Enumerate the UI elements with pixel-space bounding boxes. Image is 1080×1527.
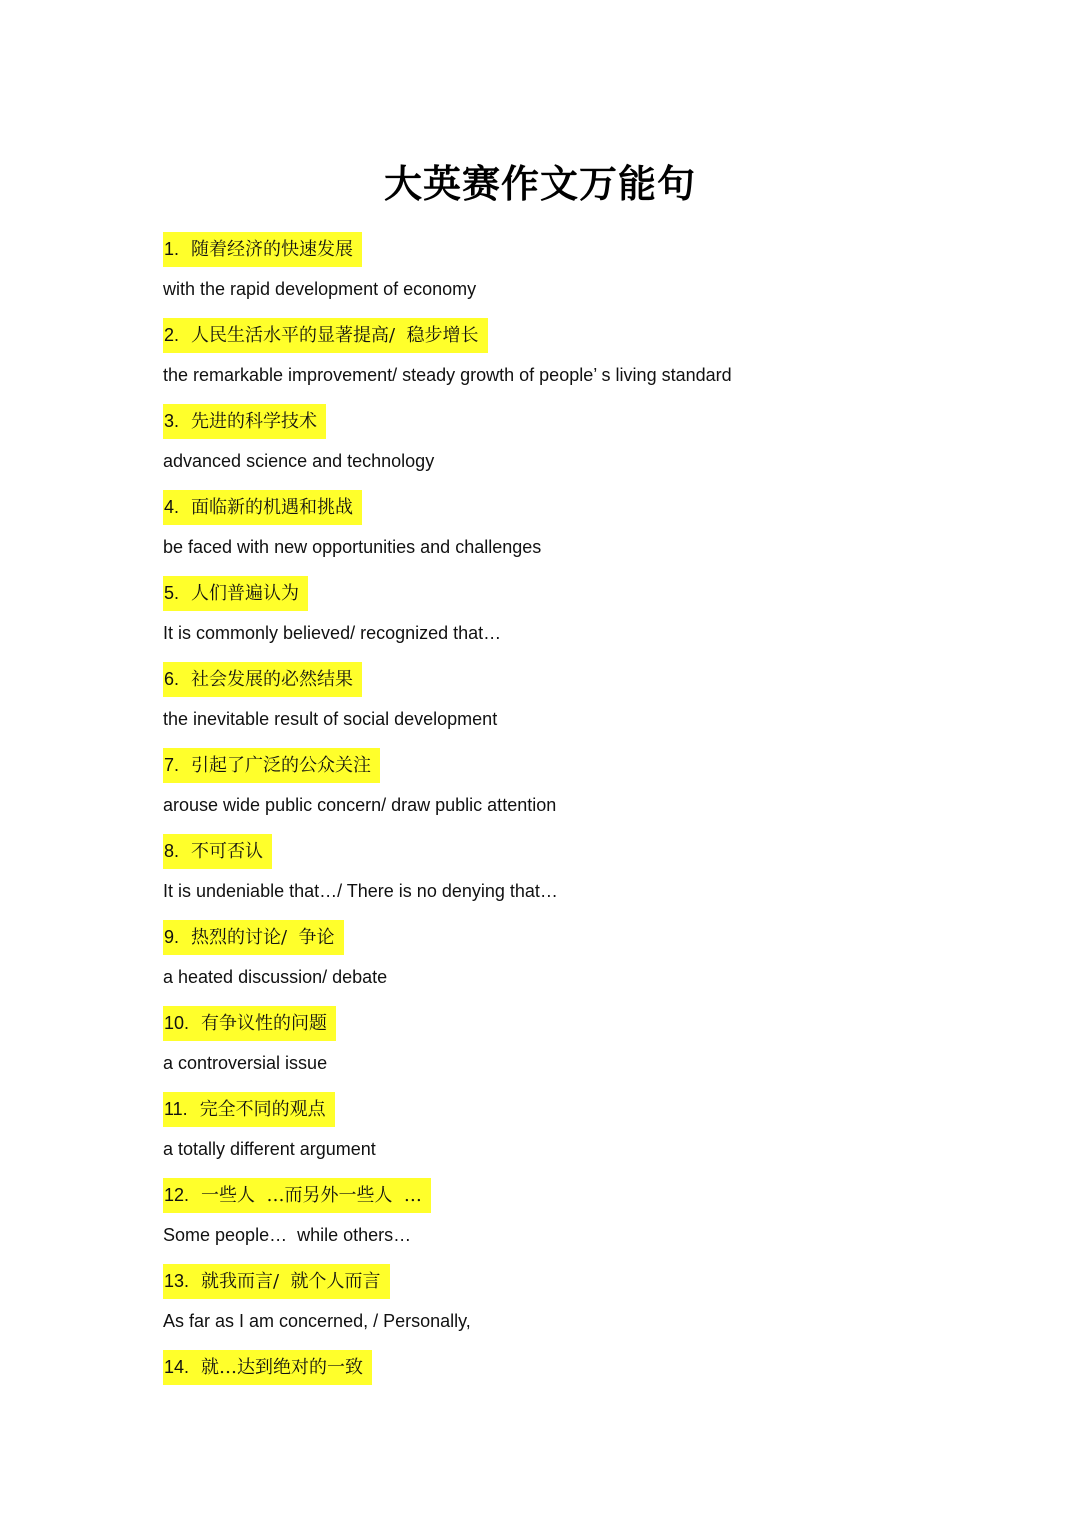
chinese-text: 人们普遍认为 [191, 583, 300, 604]
english-translation: Some people… while others… [163, 1225, 412, 1245]
list-item [163, 1178, 1023, 1247]
chinese-phrase [163, 1178, 431, 1213]
list-item [163, 1264, 1023, 1333]
list-item [163, 576, 1023, 645]
english-translation: be faced with new opportunities and challenges [163, 537, 542, 557]
chinese-text: 有争议性的问题 [201, 1013, 328, 1034]
chinese-phrase [163, 920, 344, 955]
english-translation: with the rapid development of economy [163, 279, 477, 299]
chinese-phrase [163, 834, 272, 869]
list-item [163, 318, 1023, 387]
chinese-phrase [163, 748, 380, 783]
item-number: 10. [164, 1013, 190, 1033]
item-number: 7. [164, 755, 180, 775]
item-number: 11. [164, 1099, 188, 1119]
list-item [163, 662, 1023, 731]
chinese-text: 先进的科学技术 [191, 411, 318, 432]
chinese-phrase [163, 1006, 336, 1041]
item-number: 1. [164, 239, 180, 259]
chinese-phrase [163, 1092, 335, 1127]
phrase-list [163, 232, 1023, 1389]
chinese-text: 面临新的机遇和挑战 [191, 497, 354, 518]
list-item [163, 232, 1023, 301]
chinese-phrase [163, 404, 326, 439]
list-item [163, 920, 1023, 989]
item-number: 3. [164, 411, 180, 431]
english-translation: arouse wide public concern/ draw public attention [163, 795, 557, 815]
item-number: 13. [164, 1271, 190, 1291]
chinese-text: 随着经济的快速发展 [191, 239, 354, 260]
list-item [163, 490, 1023, 559]
chinese-phrase [163, 1350, 372, 1385]
chinese-text: 完全不同的观点 [199, 1099, 326, 1120]
list-item [163, 748, 1023, 817]
item-number: 2. [164, 325, 180, 345]
english-translation: As far as I am concerned, / Personally, [163, 1311, 471, 1331]
item-number: 9. [164, 927, 180, 947]
english-translation: the remarkable improvement/ steady growth of people’ s living standard [163, 365, 732, 385]
english-translation: the inevitable result of social development [163, 709, 498, 729]
english-translation: advanced science and technology [163, 451, 435, 471]
chinese-phrase [163, 232, 362, 267]
list-item [163, 834, 1023, 903]
chinese-phrase [163, 662, 362, 697]
chinese-text: 引起了广泛的公众关注 [191, 755, 372, 776]
chinese-phrase [163, 1264, 390, 1299]
list-item [163, 1350, 1023, 1389]
item-number: 5. [164, 583, 180, 603]
chinese-text: 热烈的讨论/ 争论 [191, 927, 335, 948]
item-number: 6. [164, 669, 180, 689]
chinese-text: 社会发展的必然结果 [191, 669, 354, 690]
item-number: 8. [164, 841, 180, 861]
list-item [163, 404, 1023, 473]
list-item [163, 1006, 1023, 1075]
chinese-text: 一些人 …而另外一些人 … [201, 1185, 422, 1206]
list-item [163, 1092, 1023, 1161]
english-translation: a heated discussion/ debate [163, 967, 388, 987]
english-translation: a controversial issue [163, 1053, 328, 1073]
item-number: 4. [164, 497, 180, 517]
chinese-phrase [163, 576, 308, 611]
english-translation: It is undeniable that…/ There is no denying that… [163, 881, 558, 901]
chinese-text: 就…达到绝对的一致 [201, 1357, 364, 1378]
english-translation: It is commonly believed/ recognized that… [163, 623, 502, 643]
chinese-text: 不可否认 [191, 841, 264, 862]
chinese-text: 就我而言/ 就个人而言 [201, 1271, 381, 1292]
item-number: 12. [164, 1185, 190, 1205]
chinese-phrase [163, 318, 488, 353]
english-translation: a totally different argument [163, 1139, 376, 1159]
chinese-text: 人民生活水平的显著提高/ 稳步增长 [191, 325, 479, 346]
item-number: 14. [164, 1357, 190, 1377]
chinese-phrase [163, 490, 362, 525]
page-title: 大英赛作文万能句 [383, 162, 696, 206]
